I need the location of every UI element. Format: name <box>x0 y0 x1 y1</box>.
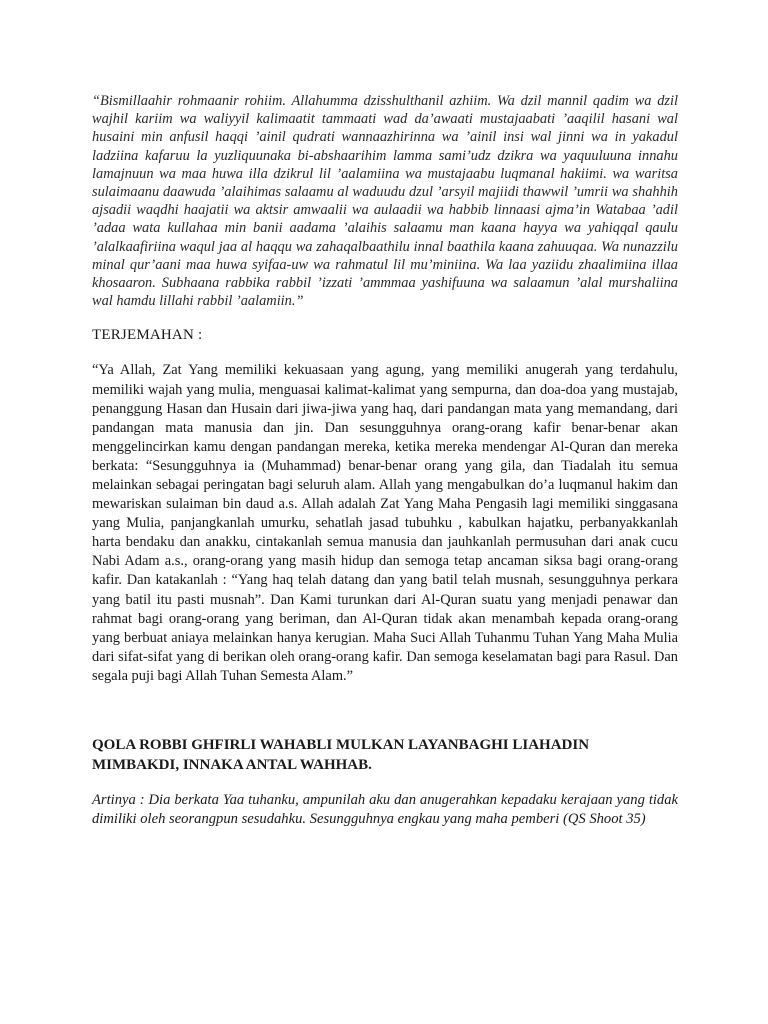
translation-section-label: TERJEMAHAN : <box>92 327 203 344</box>
prayer-translation-paragraph: “Ya Allah, Zat Yang memiliki kekuasaan yang agung, yang memiliki anugerah yang terdahulu, memiliki wajah yang mulia, menguasai kalimat-kalimat yang sempurna, dan doa-doa yang mustajab, penanggung Hasan dan Husain dari jiwa-jiwa yang haq, dari pandangan mata yang memandang, dari pandangan mata manusia dan jin. Dan sesungguhnya orang-orang kafir benar-benar akan menggelincirkan kamu dengan pandangan mereka, ketika mereka mendengar Al-Quran dan mereka berkata: “Sesungguhnya ia (Muhammad) benar-benar orang yang gila, dan Tiadalah itu semua melainkan sebagai peringatan bagi seluruh alam. Allah yang mengabulkan do’a luqmanul hakim dan mewariskan sulaiman bin daud a.s. Allah adalah Zat Yang Maha Pengasih lagi memiliki singgasana yang Mulia, panjangkanlah umurku, sehatlah jasad tubuhku , kabulkan hajatku, perbanyakkanlah harta bendaku dan anakku, cintakanlah semua manusia dan jauhkanlah permusuhan dari anak cucu Nabi Adam a.s., orang-orang yang masih hidup dan semoga tetap ancaman siksa bagi orang-orang kafir. Dan katakanlah : “Yang haq telah datang dan yang batil telah musnah, sesungguhnya perkara yang batil itu pasti musnah”. Dan Kami turunkan dari Al-Quran suatu yang menjadi penawar dan rahmat bagi orang-orang yang beriman, dan Al-Quran tidak akan menambah kepada orang-orang yang berbuat aniaya melainkan hanya kerugian. Maha Suci Allah Tuhanmu Tuhan Yang Maha Mulia dari sifat-sifat yang di berikan oleh orang-orang kafir. Dan semoga keselamatan bagi para Rasul. Dan segala puji bagi Allah Tuhan Semesta Alam.” <box>92 362 678 684</box>
prayer-transliteration-paragraph: “Bismillaahir rohmaanir rohiim. Allahumma dzisshulthanil azhiim. Wa dzil mannil qadim wa dzil wajhil kariim wa waliyyil kalimaatit tammaati wad da’awaati mustajaabati ’aaqilil hasani wal husaini min anfusil haqqi ’ainil qudrati wannaazhirinna wa ’ainil insi wal jinni wa in yakadul ladziina kafaruu la yuzliquunaka bi-abshaarihim lamma sami’udz dzikra wa yaquuluuna innahu lamajnuun wa maa huwa illa dzikrul lil ’aalamiina wa mustajaabu luqmanal hakiimi. wa waritsa sulaimaanu daawuda ’alaihimas salaamu al waduudu dzul ’arsyil majiidi thawwil ’umrii wa shahhih ajsadii waqdhi haajatii wa aktsir amwaalii wa aulaadii wa habbib linnaasi ajma’in Watabaa ’adil ’adaa wata kullahaa min banii aadama ’alaihis salaamu man kaana hayya wa yahiqqal qaulu ’alalkaafiriina waqul jaa al haqqu wa zahaqalbaathilu innal baathila kaana zahuuqaa. Wa nunazzilu minal qur’aani maa huwa syifaa-uw wa rahmatul lil mu’miniina. Wa laa yaziidu zhaalimiina illaa khosaaron. Subhaana rabbika rabbil ’izzati ’ammmaa yashifuuna wa salaamun ’alal murshaliina wal hamdu lillahi rabbil ’aalamiin.” <box>92 93 678 310</box>
verse-meaning-paragraph: Artinya : Dia berkata Yaa tuhanku, ampunilah aku dan anugerahkan kepadaku kerajaan yang tidak dimiliki oleh seorangpun sesudahku. Sesungguhnya engkau yang maha pemberi (QS Shoot 35) <box>92 792 678 828</box>
verse-heading: QOLA ROBBI GHFIRLI WAHABLI MULKAN LAYANBAGHI LIAHADIN MIMBAKDI, INNAKA ANTAL WAHHAB. <box>92 737 590 773</box>
document-page <box>92 92 678 829</box>
